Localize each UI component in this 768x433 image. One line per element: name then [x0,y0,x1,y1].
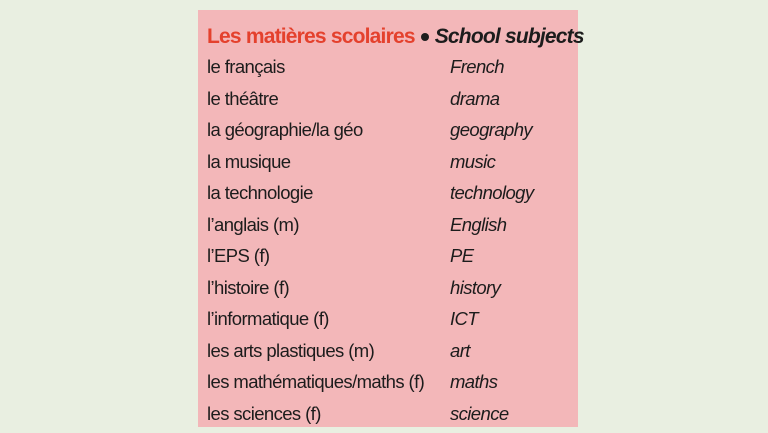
vocabulary-row [198,241,578,273]
english-term: history [450,276,501,298]
bullet-icon [421,33,429,41]
vocabulary-header [207,22,584,52]
english-term: ICT [450,308,479,329]
french-term: la géographie/la géo [207,119,363,140]
vocabulary-row [198,210,578,242]
english-term: drama [450,87,500,109]
french-term: l’histoire (f) [207,276,290,298]
french-term: les arts plastiques (m) [207,339,375,361]
english-term: music [450,150,496,172]
vocabulary-row [198,273,578,305]
vocabulary-row [198,336,578,368]
vocabulary-card [198,10,584,427]
english-term: French [450,56,504,77]
english-term: geography [450,119,533,140]
french-term: l’EPS (f) [207,245,270,266]
english-term: maths [450,371,498,392]
title-french: Les matières scolaires [207,25,415,48]
english-term: PE [450,245,474,266]
english-term: science [450,402,509,424]
french-term: la musique [207,150,291,172]
french-term: l’anglais (m) [207,213,299,235]
french-term: le théâtre [207,87,279,109]
vocabulary-row [198,147,578,179]
french-term: les mathématiques/maths (f) [207,371,425,392]
french-term: le français [207,56,285,77]
french-term: les sciences (f) [207,402,321,424]
vocabulary-row [198,84,578,116]
vocabulary-row [198,304,578,336]
vocabulary-row [198,178,578,210]
title-english: School subjects [434,25,584,48]
vocabulary-list [198,52,578,430]
vocabulary-row [198,52,578,84]
english-term: art [450,339,470,361]
french-term: la technologie [207,182,313,203]
vocabulary-row [198,115,578,147]
english-term: technology [450,182,534,203]
french-term: l’informatique (f) [207,308,329,329]
vocabulary-row [198,399,578,431]
vocabulary-row [198,367,578,399]
english-term: English [450,213,507,235]
